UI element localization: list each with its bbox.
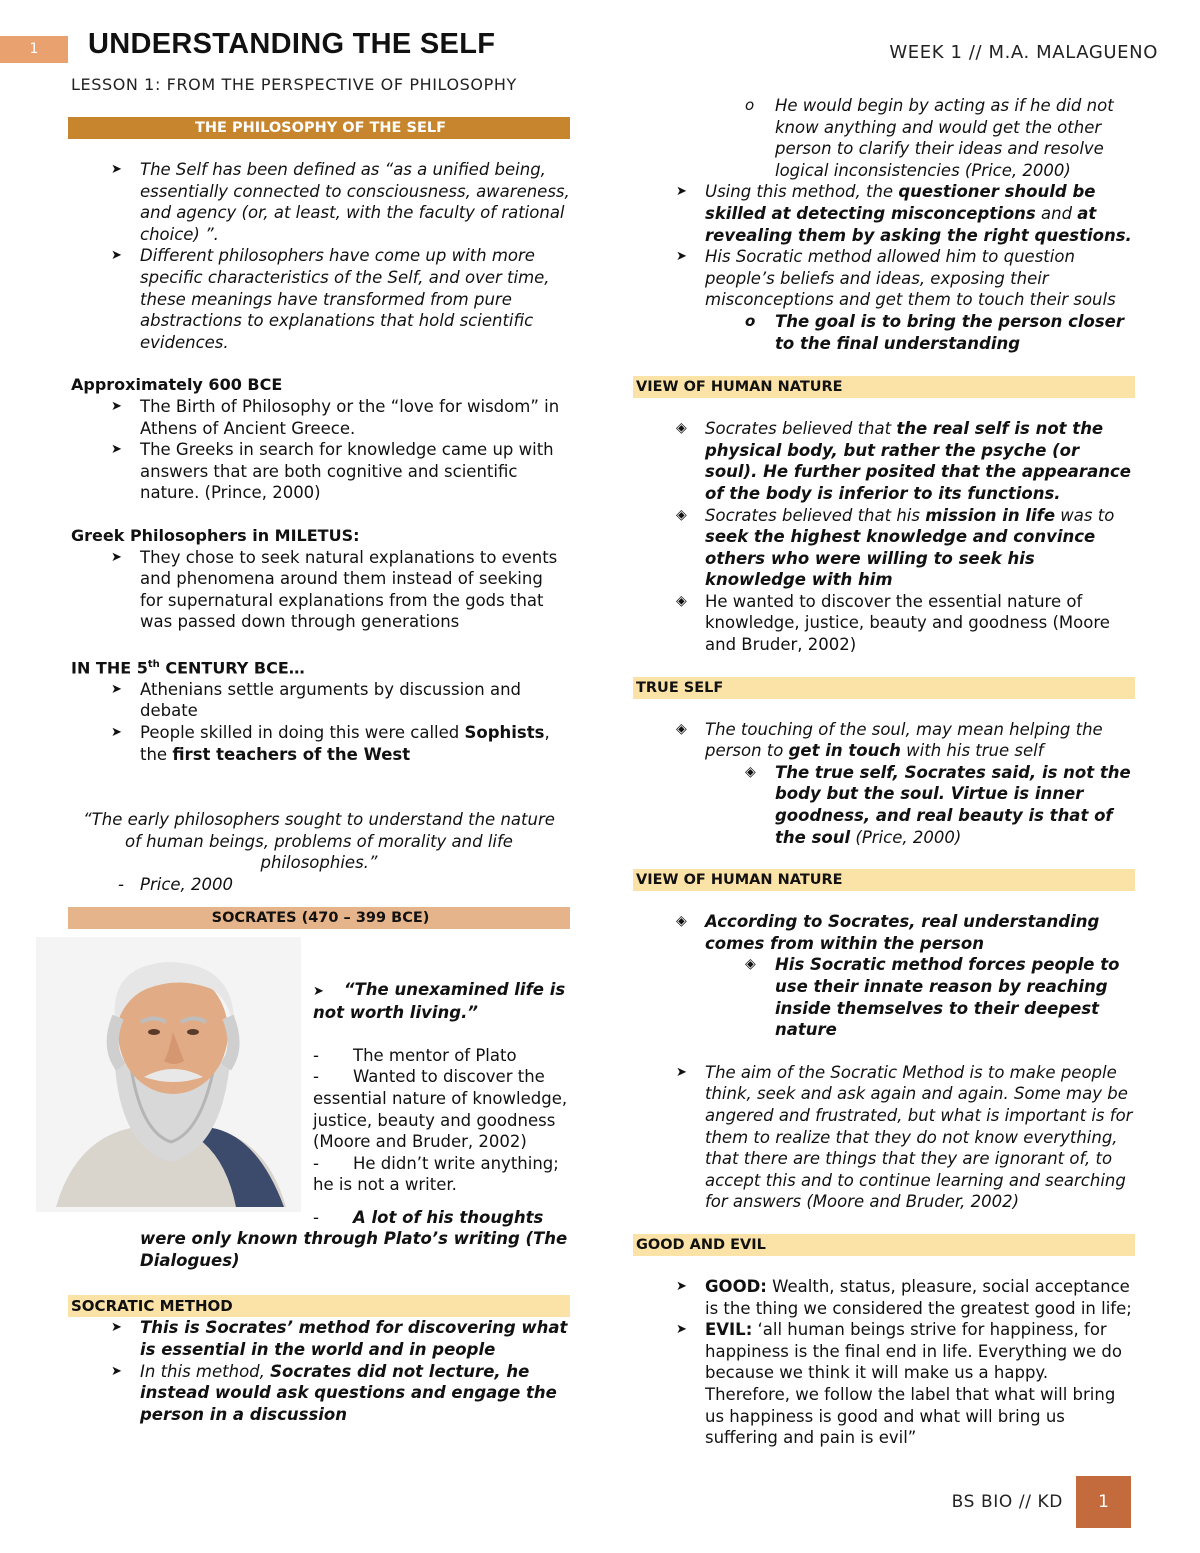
quote-attribution	[68, 874, 570, 896]
list-item	[633, 762, 1135, 848]
socrates-last-fact: - A lot of his thoughts were only known through Plato’s writing (The Dialogues)	[68, 1207, 570, 1272]
text: Wealth, status, pleasure, social acceptance is the thing we considered the greatest good in life;	[705, 1276, 1132, 1318]
fact-item: - The mentor of Plato	[313, 1045, 517, 1065]
fact-text: A lot of his thoughts were only known through Plato’s writing (The Dialogues)	[140, 1207, 568, 1270]
footer-page-number: 1	[1076, 1476, 1131, 1528]
list-item: ➤ The Greeks in search for knowledge came up with answers that are both cognitive and scientific nature. (Prince, 2000)	[68, 439, 570, 504]
text-bold: Socrates did not lecture, he instead would ask questions and engage the person in a discussion	[140, 1361, 557, 1424]
list-item: ➤ The Self has been defined as “as a unified being, essentially connected to consciousness, awareness, and agency (or, at least, with the faculty of rational choice) ”.	[68, 159, 570, 245]
list-item	[633, 181, 1135, 246]
quote-text: “The unexamined life is not worth living.”	[313, 979, 566, 1023]
list-item: ➤ The aim of the Socratic Method is to make people think, seek and ask again and again. Some may be angered and frustrated, but what is important is for them to realize that they do not know everything, that there are things that they are ignorant of, to accept this and to continue learning and searching for answers (Moore and Bruder, 2002)	[633, 1062, 1135, 1213]
heading-text: IN THE 5	[71, 658, 148, 678]
bce600-list	[68, 396, 570, 504]
lesson-subtitle: LESSON 1: FROM THE PERSPECTIVE OF PHILOSOPHY	[71, 75, 517, 94]
section-bar-true-self: TRUE SELF	[633, 677, 1135, 699]
text: (Price, 2000)	[850, 827, 962, 847]
miletus-list	[68, 547, 570, 633]
text: and	[1035, 203, 1078, 223]
list-item: ◈ According to Socrates, real understanding comes from within the person	[633, 911, 1135, 954]
text-bold: at revealing them by asking the right questions.	[705, 203, 1132, 245]
true-self-sublist	[633, 762, 1135, 848]
section-bar-view-human-nature-1: VIEW OF HUMAN NATURE	[633, 376, 1135, 398]
good-evil-list	[633, 1276, 1135, 1449]
label-good: GOOD:	[705, 1276, 767, 1296]
text-bold: mission in life	[925, 505, 1056, 525]
text-bold: first teachers of the West	[172, 744, 411, 764]
socrates-quote: ➤ “The unexamined life is not worth living.”	[313, 979, 566, 1023]
list-item: ➤ This is Socrates’ method for discovering what is essential in the world and in people	[68, 1317, 570, 1360]
list-item	[633, 418, 1135, 504]
text: Using this method, the	[705, 182, 899, 202]
list-item	[68, 722, 570, 765]
left-column	[68, 117, 570, 1425]
list-item: ◈ His Socratic method forces people to use their innate reason by reaching inside themselves to their deepest nature	[633, 954, 1135, 1040]
text: ‘all human beings strive for happiness, for happiness is the final end in life. Everything we do because we think it will make us a happy. Therefore, we follow the label that what will bring us happiness is good and what will bring us suffering and pain is evil”	[705, 1320, 1122, 1448]
text-bold: get in touch	[788, 741, 901, 761]
right-column	[633, 95, 1135, 1449]
method-continued-list	[633, 95, 1135, 181]
label-evil: EVIL:	[705, 1320, 753, 1340]
heading-sup: th	[147, 658, 160, 670]
section-bar-philosophy: THE PHILOSOPHY OF THE SELF	[68, 117, 570, 139]
section-bar-socrates: SOCRATES (470 – 399 BCE)	[68, 907, 570, 929]
text-bold: questioner should be skilled at detecting misconceptions	[705, 182, 1096, 223]
text: was to	[1055, 505, 1115, 525]
heading-600bce: Approximately 600 BCE	[71, 375, 283, 395]
text-bold: seek the highest knowledge and convince others who were willing to seek his knowledge with him	[705, 527, 1096, 590]
list-item	[633, 1276, 1135, 1319]
footer-text: BS BIO // KD	[951, 1492, 1063, 1512]
text: , the	[140, 722, 550, 764]
method-list	[68, 1317, 570, 1425]
text: The touching of the soul, may mean helping the person to	[705, 719, 1103, 761]
list-item	[68, 1361, 570, 1426]
text-bold: Sophists	[464, 722, 545, 742]
philosophers-quote: “The early philosophers sought to understand the nature of human beings, problems of morality and life philosophies.”	[83, 810, 555, 873]
list-item: ➤ Different philosophers have come up with more specific characteristics of the Self, and over time, these meanings have transformed from pure abstractions to explanations that hold scientific evidences.	[68, 245, 570, 353]
quote-author: - Price, 2000	[68, 874, 570, 896]
section-bar-good-evil: GOOD AND EVIL	[633, 1234, 1135, 1256]
method-details-list	[633, 181, 1135, 311]
text: Socrates believed that his	[705, 505, 926, 525]
section-bar-socratic-method: SOCRATIC METHOD	[68, 1295, 570, 1317]
list-item: ➤ Athenians settle arguments by discussion and debate	[68, 679, 570, 722]
goal-list	[633, 311, 1135, 354]
list-item: o The goal is to bring the person closer to the final understanding	[633, 311, 1135, 354]
list-item	[633, 505, 1135, 591]
view1-list	[633, 418, 1135, 656]
list-item: ➤ They chose to seek natural explanations to events and phenomena around them instead of seeking for supernatural explanations from the gods that was passed down through generations	[68, 547, 570, 633]
true-self-list	[633, 719, 1135, 762]
heading-5th-century	[68, 654, 570, 679]
text: In this method,	[140, 1361, 271, 1381]
heading-miletus: Greek Philosophers in MILETUS:	[71, 525, 360, 545]
list-item: ➤ The Birth of Philosophy or the “love for wisdom” in Athens of Ancient Greece.	[68, 396, 570, 439]
socrates-facts	[313, 979, 568, 1196]
socrates-bust-image	[36, 937, 301, 1212]
fact-text: The mentor of Plato	[353, 1045, 517, 1065]
text: Socrates believed that	[705, 419, 897, 439]
fact-item: - He didn’t write anything; he is not a writer.	[313, 1153, 559, 1195]
text-bold: The true self, Socrates said, is not the body but the soul. Virtue is inner goodness, and real beauty is that of the soul	[775, 762, 1131, 847]
fact-text: He didn’t write anything; he is not a writer.	[313, 1153, 559, 1195]
heading-text: CENTURY BCE…	[159, 658, 305, 678]
century-list	[68, 679, 570, 765]
aim-list	[633, 1062, 1135, 1213]
text-bold: the real self is not the physical body, but rather the psyche (or soul). He further posited that the appearance of the body is inferior to its functions.	[705, 419, 1131, 503]
text: People skilled in doing this were called	[140, 722, 465, 742]
list-item: ➤ His Socratic method allowed him to question people’s beliefs and ideas, exposing their misconceptions and get them to touch their souls	[633, 246, 1135, 311]
list-item: ◈ He wanted to discover the essential nature of knowledge, justice, beauty and goodness (Moore and Bruder, 2002)	[633, 591, 1135, 656]
list-item	[633, 719, 1135, 762]
view2-list	[633, 911, 1135, 954]
week-author: WEEK 1 // M.A. MALAGUENO	[889, 42, 1158, 63]
list-item	[633, 1319, 1135, 1449]
fact-text: Wanted to discover the essential nature of knowledge, justice, beauty and goodness (Moore and Bruder, 2002)	[313, 1067, 568, 1152]
text: with his true self	[900, 741, 1044, 761]
intro-list	[68, 159, 570, 353]
document-title: UNDERSTANDING THE SELF	[88, 28, 496, 60]
fact-item: - Wanted to discover the essential nature of knowledge, justice, beauty and goodness (Moore and Bruder, 2002)	[313, 1067, 568, 1152]
list-item: o He would begin by acting as if he did not know anything and would get the other person to clarify their ideas and resolve logical inconsistencies (Price, 2000)	[633, 95, 1135, 181]
page-badge: 1	[0, 36, 68, 63]
view2-sublist	[633, 954, 1135, 1040]
section-bar-view-human-nature-2: VIEW OF HUMAN NATURE	[633, 869, 1135, 891]
